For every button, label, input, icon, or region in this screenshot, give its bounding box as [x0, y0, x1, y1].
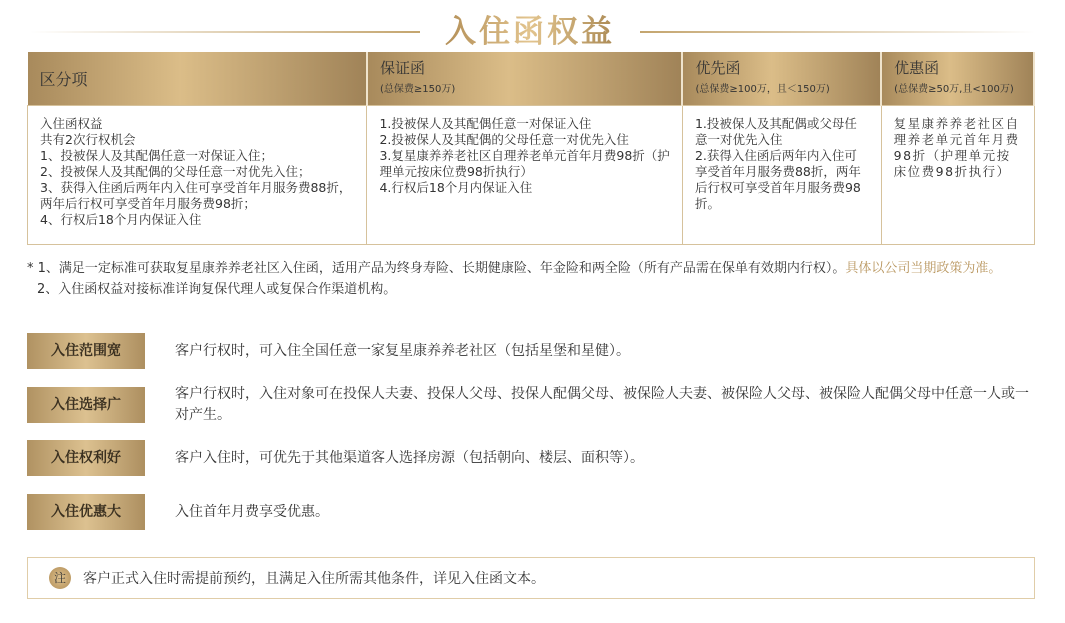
- note-1-text: * 1、满足一定标准可获取复星康养养老社区入住函，适用产品为终身寿险、长期健康险、年金险和两全险（所有产品需在保单有效期内行权）。: [27, 261, 846, 276]
- cell-text: 1.投被保人及其配偶任意一对保证入住 2.投被保人及其配偶的父母任意一对优先入住 3.复星康养养老社区自理养老单元首年月费98折（护理单元按床位费98折执行） 4.行权后18个月内保证入住: [379, 116, 670, 195]
- note-1: [27, 258, 1037, 279]
- feature-label: 入住范围宽: [27, 333, 145, 369]
- benefits-table: [27, 52, 1035, 245]
- cell-text: 1.投被保人及其配偶或父母任意一对优先入住 2.获得入住函后两年内入住可享受首年月服务费88折，两年后行权可享受首年月服务费98折。: [694, 116, 861, 211]
- footnote-box: [27, 557, 1035, 599]
- note-2: 2、入住函权益对接标准详询复保代理人或复保合作渠道机构。: [37, 282, 397, 297]
- table-cell: [682, 106, 881, 245]
- feature-text: 客户行权时，入住对象可在投保人夫妻、投保人父母、投保人配偶父母、被保险人夫妻、被保险人父母、被保险人配偶父母中任意一人或一对产生。: [175, 386, 1029, 423]
- feature-label: 入住优惠大: [27, 494, 145, 530]
- feature-text: 入住首年月费享受优惠。: [175, 504, 329, 520]
- footnote-text: 客户正式入住时需提前预约，且满足入住所需其他条件，详见入住函文本。: [83, 571, 545, 587]
- header-sub: (总保费≥150万): [379, 84, 456, 95]
- title-bar: [0, 6, 1065, 50]
- header-priority: [682, 52, 881, 106]
- table-cell: [28, 106, 367, 245]
- header-sub: (总保费≥100万，且＜150万): [695, 84, 830, 95]
- table-header-row: [28, 52, 1035, 106]
- header-discount: [881, 52, 1034, 106]
- title-divider-right: [640, 31, 1035, 33]
- cell-text: 入住函权益 共有2次行权机会 1、投被保人及其配偶任意一对保证入住； 2、投被保人及其配偶的父母任意一对优先入住； 3、获得入住函后两年内入住可享受首年月服务费88折，两年后行权可享受首年月服务费98折； 4、行权后18个月内保证入住: [40, 116, 352, 227]
- note-1-highlight: 具体以公司当期政策为准。: [845, 261, 1002, 276]
- cell-text: 复星康养养老社区自理养老单元首年月费98折（护理单元按床位费98折执行）: [893, 116, 1020, 179]
- feature-text: 客户入住时，可优先于其他渠道客人选择房源（包括朝向、楼层、面积等）。: [175, 450, 644, 466]
- feature-label: 入住权利好: [27, 440, 145, 476]
- header-label: 优先函: [695, 59, 741, 77]
- page-title: 入住函权益: [420, 6, 640, 51]
- header-guarantee: [367, 52, 683, 106]
- feature-text: 客户行权时，可入住全国任意一家复星康养养老社区（包括星堡和星健）。: [175, 343, 630, 359]
- table-row: [28, 106, 1035, 245]
- header-label: 优惠函: [894, 59, 940, 77]
- title-divider-left: [30, 31, 420, 33]
- note-badge-icon: 注: [49, 567, 71, 589]
- table-cell: [881, 106, 1034, 245]
- header-label: 区分项: [39, 70, 88, 89]
- header-label: 保证函: [379, 59, 425, 77]
- header-sub: (总保费≥50万,且<100万): [894, 84, 1014, 95]
- table-cell: [367, 106, 683, 245]
- feature-label: 入住选择广: [27, 387, 145, 423]
- notes: [27, 258, 1037, 300]
- header-category: [28, 52, 367, 106]
